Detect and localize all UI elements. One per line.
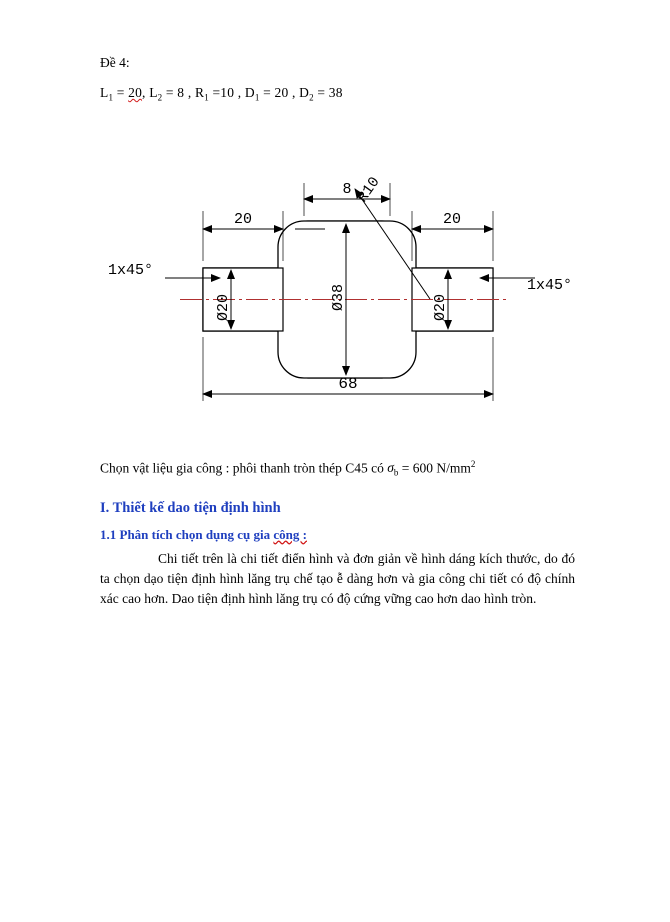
param-L1-value: 20 bbox=[128, 85, 143, 100]
material-exponent: 2 bbox=[470, 458, 476, 469]
body-paragraph: Chi tiết trên là chi tiết điển hình và đơn giản về hình dáng kích thước, do đó ta chọn dạo tiện định hình lăng trụ chế tạo ễ dàng hơn và gia công chi tiết có độ chính xác cao hơn. Dao tiện định hình lăng trụ có độ cứng vững cao hơn dao hình tròn. bbox=[100, 550, 575, 607]
param-L1: $L_1 = 20$ bbox=[100, 85, 143, 103]
technical-drawing bbox=[100, 111, 575, 451]
dim-left-diameter: Ø20 bbox=[215, 293, 232, 321]
document-content bbox=[100, 55, 575, 610]
subsection-heading bbox=[100, 527, 575, 543]
dim-right-diameter: Ø20 bbox=[432, 293, 449, 321]
material-prefix: Chọn vật liệu gia công : phôi thanh tròn thép C45 có bbox=[100, 460, 388, 476]
material-equals: = 600 N/mm bbox=[398, 460, 471, 476]
dim-right-length: 20 bbox=[442, 210, 462, 228]
dim-radius: R10 bbox=[354, 173, 384, 206]
dim-center-top: 8 bbox=[342, 180, 352, 198]
param-D2: $D_2 = 38$ bbox=[299, 85, 343, 103]
material-line bbox=[100, 459, 575, 478]
dim-left-length: 20 bbox=[233, 210, 253, 228]
parameters-line bbox=[100, 85, 575, 103]
subsection-heading-text: 1.1 Phân tích chọn dụng cụ gia bbox=[100, 526, 274, 542]
section-heading: I. Thiết kế dao tiện định hình bbox=[100, 499, 281, 516]
param-R1: $R_1 =10$ , bbox=[194, 85, 245, 103]
dim-total-length: 68 bbox=[338, 374, 358, 393]
param-D1: $D_1 = 20$ , bbox=[244, 85, 300, 103]
problem-label: Đề 4: bbox=[100, 55, 130, 70]
param-L2: $L_2 = 8$ , bbox=[149, 85, 195, 103]
dim-right-chamfer: 1x45° bbox=[527, 276, 573, 294]
dim-left-chamfer: 1x45° bbox=[108, 261, 154, 279]
dim-center-diameter: Ø38 bbox=[330, 283, 347, 311]
subsection-heading-underlined: công : bbox=[273, 526, 307, 542]
param-sep-1: , bbox=[142, 85, 150, 100]
sigma-symbol: $\sigma_b$ bbox=[387, 460, 399, 478]
